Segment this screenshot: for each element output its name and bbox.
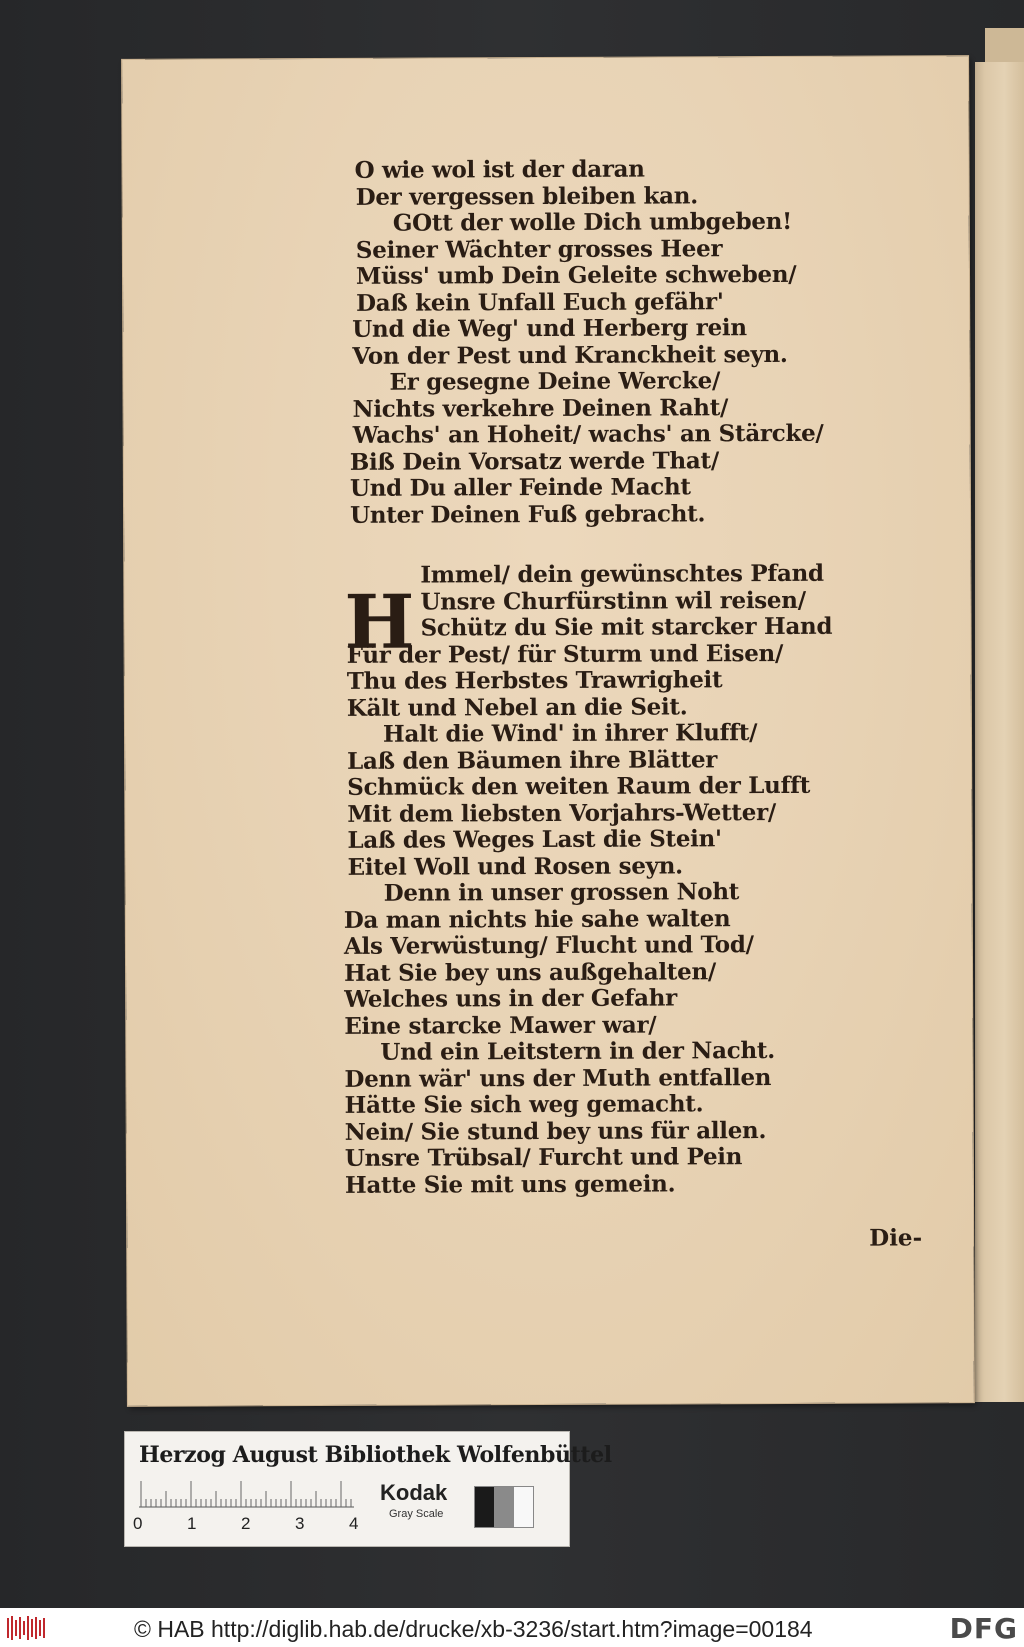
poem-line: Schmück den weiten Raum der Lufft (347, 771, 811, 801)
dfg-logo: DFG (949, 1612, 1018, 1645)
poem-line: Nein/ Sie stund bey uns für allen. (344, 1116, 767, 1146)
poem-line: Und die Weg' und Herberg rein (352, 314, 747, 343)
next-page-edge (975, 62, 1024, 1402)
poem-line: O wie wol ist der daran (354, 155, 645, 184)
poem-line: Mit dem liebsten Vorjahrs-Wetter/ (347, 798, 777, 828)
poem-line: Kält und Nebel an die Seit. (346, 692, 688, 722)
ruler-scale (139, 1479, 359, 1509)
poem-line: Daß kein Unfall Euch gefähr' (356, 287, 724, 317)
poem-line: Da man nichts hie sahe walten (343, 904, 731, 934)
poem-line: Denn wär' uns der Muth entfallen (344, 1063, 772, 1093)
ruler-number: 0 (133, 1514, 143, 1533)
ruler-number: 2 (241, 1514, 251, 1533)
poem-line: Denn in unser grossen Noht (383, 878, 740, 907)
poem-line: Hätte Sie sich weg gemacht. (344, 1090, 704, 1119)
poem-line: Biß Dein Vorsatz werde That/ (349, 446, 719, 476)
poem-line: Unsre Trübsal/ Furcht und Pein (344, 1143, 743, 1172)
copyright-link[interactable]: © HAB http://diglib.hab.de/drucke/xb-3236/start.htm?image=00184 (134, 1616, 813, 1642)
poem-line: Hat Sie bey uns außgehalten/ (343, 957, 717, 987)
poem-line: Er gesegne Deine Wercke/ (389, 367, 721, 396)
gray-swatches (474, 1486, 534, 1528)
poem-line: Laß den Bäumen ihre Blätter (347, 745, 718, 775)
poem-line: Als Verwüstung/ Flucht und Tod/ (343, 931, 754, 960)
poem-line: Für der Pest/ für Sturm und Eisen/ (346, 639, 784, 669)
poem-line: Immel/ dein gewünschtes Pfand (420, 559, 824, 589)
ruler-number: 4 (349, 1514, 359, 1533)
poem-line: Nichts verkehre Deinen Raht/ (352, 393, 729, 423)
catchword: Die- (869, 1224, 923, 1252)
poem-text (122, 56, 974, 1406)
book-page (122, 56, 974, 1406)
ruler-number: 1 (187, 1514, 197, 1533)
ruler-number: 3 (295, 1514, 305, 1533)
swatch-gray (494, 1487, 513, 1527)
kodak-brand: Kodak (380, 1480, 448, 1505)
poem-line: Unter Deinen Fuß gebracht. (349, 499, 706, 529)
poem-line: Und Du aller Feinde Macht (349, 473, 691, 502)
poem-line: Welches uns in der Gefahr (344, 984, 677, 1013)
poem-line: Unsre Churfürstinn wil reisen/ (420, 586, 806, 616)
poem-line: Seiner Wächter grosses Heer (355, 234, 723, 264)
poem-line: Und ein Leitstern in der Nacht. (380, 1037, 775, 1066)
swatch-black (475, 1487, 494, 1527)
poem-line: GOtt der wolle Dich umbgeben! (392, 207, 792, 237)
ruler-numbers (133, 1514, 363, 1536)
poem-line: Wachs' an Hoheit/ wachs' an Stärcke/ (352, 419, 824, 449)
poem-line: Hatte Sie mit uns gemein. (344, 1169, 676, 1199)
poem-line: Der vergessen bleiben kan. (355, 181, 698, 211)
poem-line: Schütz du Sie mit starcker Hand (420, 612, 833, 642)
poem-line: Thu des Herbstes Trawrigheit (346, 666, 723, 695)
poem-line: Eitel Woll und Rosen seyn. (347, 851, 683, 881)
hab-logo-icon (6, 1615, 48, 1641)
swatch-white (514, 1487, 533, 1527)
poem-line: Müss' umb Dein Geleite schweben/ (355, 260, 797, 290)
poem-line: Eine starcke Mawer war/ (344, 1011, 657, 1040)
footer-bar (0, 1608, 1024, 1647)
drop-capital: H (344, 579, 415, 666)
library-name: Herzog August Bibliothek Wolfenbüttel (139, 1442, 612, 1468)
library-color-card (124, 1431, 612, 1547)
poem-line: Von der Pest und Kranckheit seyn. (352, 340, 788, 370)
gray-scale-label: Gray Scale (389, 1508, 444, 1520)
poem-line: Halt die Wind' in ihrer Klufft/ (382, 719, 758, 748)
poem-line: Laß des Weges Last die Stein' (347, 825, 722, 854)
